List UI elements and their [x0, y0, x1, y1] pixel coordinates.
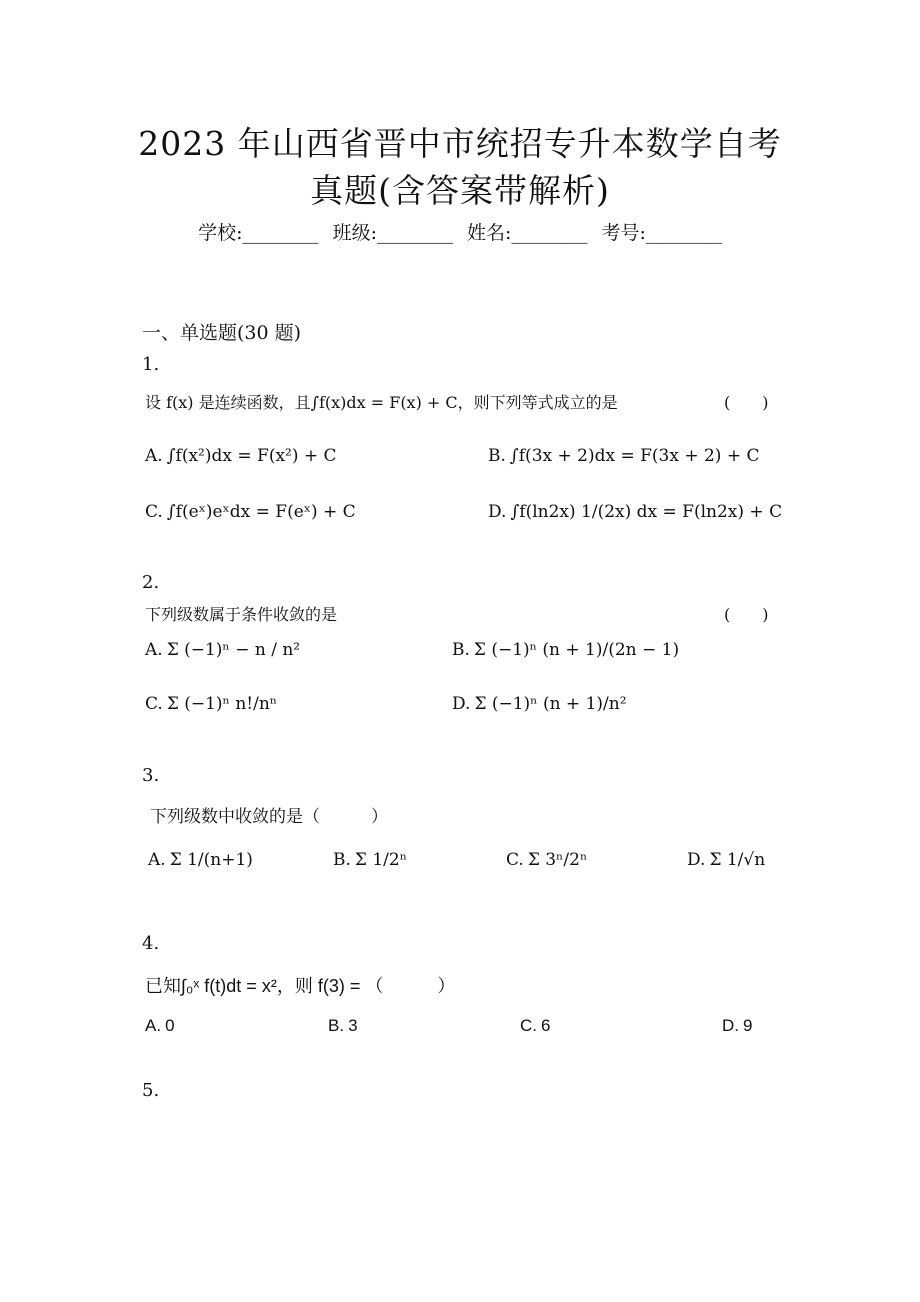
question-1-option-c[interactable]	[145, 502, 356, 522]
option-label: A.	[145, 446, 163, 466]
option-label: A.	[145, 1016, 162, 1035]
option-label: B.	[452, 640, 470, 660]
question-2-option-a[interactable]	[145, 640, 300, 660]
option-math: Σ 1/√n	[709, 850, 766, 870]
option-math: ∫f(x²)dx = F(x²) + C	[166, 446, 337, 466]
option-math: ∫f(3x + 2)dx = F(3x + 2) + C	[509, 446, 760, 466]
option-label: A.	[145, 640, 163, 660]
question-3-stem: 下列级数中收敛的是（ ）	[150, 807, 388, 827]
option-label: D.	[452, 694, 471, 714]
question-4-option-d[interactable]	[722, 1016, 752, 1036]
option-math: ∫f(ln2x) 1/(2x) dx = F(ln2x) + C	[510, 502, 783, 522]
option-math: Σ (−1)ⁿ − n / n²	[166, 640, 301, 660]
option-label: C.	[520, 1016, 537, 1035]
option-value: 0	[165, 1016, 175, 1035]
section-heading: 一、单选题(30 题)	[142, 322, 302, 344]
option-value: 9	[743, 1016, 753, 1035]
option-label: D.	[687, 850, 706, 870]
question-5-number: 5.	[142, 1080, 160, 1101]
question-1-option-b[interactable]	[488, 446, 760, 466]
question-2-stem: 下列级数属于条件收敛的是	[145, 605, 338, 624]
question-3-option-a[interactable]	[148, 850, 253, 870]
option-math: Σ (−1)ⁿ (n + 1)/(2n − 1)	[473, 640, 680, 660]
doc-title-line2: 真题(含答案带解析)	[310, 171, 610, 210]
option-label: B.	[333, 850, 351, 870]
student-info-line: 学校:________ 班级:________ 姓名:________ 考号:________	[198, 222, 722, 244]
question-2-option-d[interactable]	[452, 694, 627, 714]
question-2-option-b[interactable]	[452, 640, 679, 660]
question-1-number: 1.	[142, 354, 160, 375]
question-4-number: 4.	[142, 933, 160, 954]
question-3-number: 3.	[142, 765, 160, 786]
option-math: Σ 1/2ⁿ	[354, 850, 408, 870]
question-1-option-a[interactable]	[145, 446, 337, 466]
question-2-answer-paren: ( )	[724, 605, 769, 624]
question-2-number: 2.	[142, 572, 160, 593]
option-math: Σ (−1)ⁿ n!/nⁿ	[166, 694, 278, 714]
option-math: ∫f(eˣ)eˣdx = F(eˣ) + C	[166, 502, 356, 522]
option-label: B.	[488, 446, 506, 466]
option-value: 3	[348, 1016, 358, 1035]
question-1-stem: 设 f(x) 是连续函数，且∫f(x)dx = F(x) + C，则下列等式成立的是	[145, 393, 618, 412]
option-label: D.	[488, 502, 507, 522]
option-label: C.	[145, 694, 163, 714]
question-3-option-c[interactable]	[506, 850, 587, 870]
question-2-option-c[interactable]	[145, 694, 277, 714]
question-4-option-b[interactable]	[328, 1016, 358, 1036]
option-math: Σ (−1)ⁿ (n + 1)/n²	[474, 694, 627, 714]
question-4-stem: 已知∫₀ˣ f(t)dt = x²，则 f(3) = （ ）	[145, 976, 456, 996]
question-4-option-a[interactable]	[145, 1016, 175, 1036]
option-label: A.	[148, 850, 166, 870]
option-label: C.	[506, 850, 524, 870]
question-3-option-d[interactable]	[687, 850, 765, 870]
option-label: B.	[328, 1016, 345, 1035]
doc-title-line1: 2023 年山西省晋中市统招专升本数学自考	[138, 124, 782, 163]
option-math: Σ 1/(n+1)	[169, 850, 253, 870]
question-3-option-b[interactable]	[333, 850, 407, 870]
option-math: Σ 3ⁿ/2ⁿ	[527, 850, 588, 870]
question-1-option-d[interactable]	[488, 502, 782, 522]
option-value: 6	[541, 1016, 551, 1035]
option-label: C.	[145, 502, 163, 522]
question-1-answer-paren: ( )	[724, 393, 769, 412]
question-4-option-c[interactable]	[520, 1016, 550, 1036]
option-label: D.	[722, 1016, 739, 1035]
